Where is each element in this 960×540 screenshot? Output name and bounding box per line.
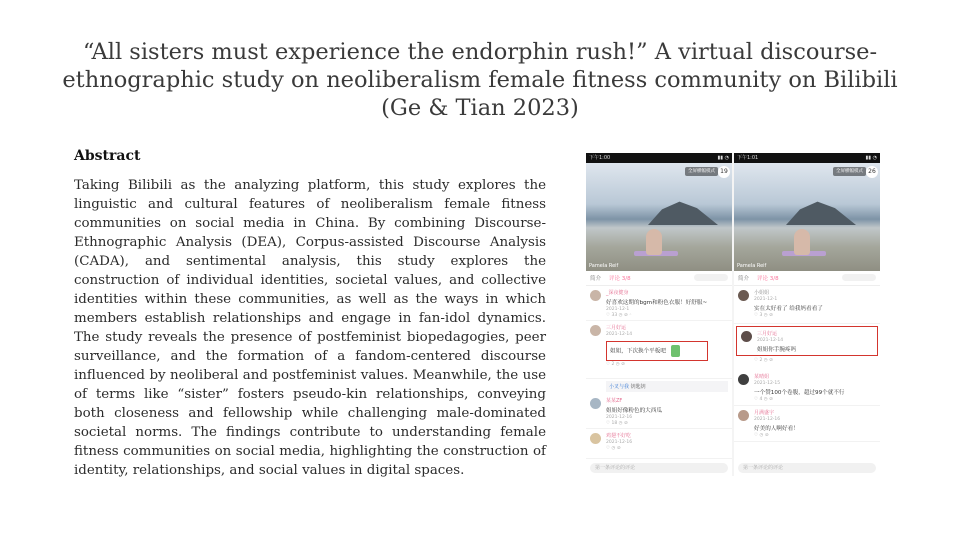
comment <box>734 286 880 324</box>
uploader-name: Pamela Reif <box>589 263 619 269</box>
comment-author[interactable]: 小姐姐 <box>754 290 770 296</box>
comment-text: 姐姐你手腕疼吗 <box>757 347 797 353</box>
comment-actions[interactable]: ♡ 2 ◷ ⊘ <box>606 362 625 367</box>
comment-actions[interactable]: ♡ 18 ◷ ⊘ <box>606 421 628 426</box>
comment-date: 2021-12-1 <box>606 307 630 312</box>
status-bar <box>734 153 880 163</box>
comment-author[interactable]: 三月好运 <box>606 325 627 331</box>
comment-actions[interactable]: ♡ 4 ◷ ⊘ <box>754 397 773 402</box>
signal-icon: ▮▮ ◔ <box>717 155 729 161</box>
video-mode-button[interactable]: 全屏横幅模式 <box>685 167 718 176</box>
comment-text: 姐姐好像粉色的大西瓜 <box>606 408 662 414</box>
count-badge: 19 <box>718 166 730 178</box>
title-line-3: (Ge & Tian 2023) <box>381 95 579 121</box>
comment-date: 2021-12-15 <box>754 381 781 386</box>
abstract-heading: Abstract <box>74 148 141 164</box>
title-line-2: ethnographic study on neoliberalism female fitness community on Bilibili <box>62 67 898 93</box>
comment-text: 实在太好看了 给我妈看看了 <box>754 306 823 312</box>
avatar <box>738 290 749 301</box>
danmaku-box[interactable] <box>842 274 876 281</box>
comment-date: 2021-12-16 <box>606 440 633 445</box>
tab-bar <box>734 271 880 286</box>
uploader-name: Pamela Reif <box>737 263 767 269</box>
comment-text: 姐姐，下次换个平板吧 <box>610 348 666 355</box>
avatar <box>738 410 749 421</box>
avatar <box>590 433 601 444</box>
tab-intro[interactable]: 简介 <box>738 276 750 282</box>
tab-intro[interactable]: 简介 <box>590 276 602 282</box>
comment <box>586 429 732 459</box>
island-shape <box>786 199 856 225</box>
avatar <box>738 374 749 385</box>
comment-date: 2021-12-14 <box>757 338 784 343</box>
tab-comments[interactable]: 评论 3/8 <box>609 276 631 282</box>
avatar <box>590 398 601 409</box>
status-bar <box>586 153 732 163</box>
video-player[interactable] <box>586 163 732 271</box>
bilibili-screenshots <box>586 153 880 476</box>
comment <box>586 321 732 379</box>
title-line-1: “All sisters must experience the endorphin rush!” A virtual discourse- <box>82 39 878 65</box>
tab-comments[interactable]: 评论 3/8 <box>757 276 779 282</box>
comment-text: 一个赞100个卷腹，超过99个就不行 <box>754 390 845 396</box>
comment-author[interactable]: 三月好运 <box>757 331 778 337</box>
comment-date: 2021-12-1 <box>754 297 778 302</box>
video-player[interactable] <box>734 163 880 271</box>
highlighted-comment <box>606 341 708 361</box>
tablet-emoji-icon <box>671 345 680 357</box>
phone-screenshot-left <box>586 153 732 476</box>
comment-author[interactable]: 某某ZF <box>606 398 623 404</box>
reply-author: 小叉与我 <box>609 384 630 390</box>
comment-author[interactable]: 某晴姐 <box>754 374 770 380</box>
comment-text: 好喜欢这期的bgm和粉色衣服！好舒服~ <box>606 300 708 306</box>
reply-text: 钥匙钥 <box>630 384 646 390</box>
tab-bar <box>586 271 732 286</box>
danmaku-box[interactable] <box>694 274 728 281</box>
avatar <box>741 331 752 342</box>
comment-input[interactable]: 第一条评论的评论 <box>738 463 876 473</box>
person-figure <box>646 229 662 255</box>
comment-actions[interactable]: ♡ 33 ◷ ⊘ ◦ <box>606 313 632 318</box>
comment-author[interactable]: 月满盛宇 <box>754 410 775 416</box>
comment-actions[interactable]: ♡ ◷ ⊘ <box>754 433 769 438</box>
signal-icon: ▮▮ ◔ <box>865 155 877 161</box>
comment <box>586 286 732 321</box>
comment-date: 2021-12-14 <box>606 332 633 337</box>
comment-author[interactable]: _深夜健身 <box>606 290 629 296</box>
comment-text: 好美的人啊好看！ <box>754 426 799 432</box>
comment-author[interactable]: 鸡翅不好吃 <box>606 433 632 439</box>
phone-screenshot-right <box>734 153 880 476</box>
status-time: 下午1:00 <box>589 155 611 161</box>
video-mode-button[interactable]: 全屏横幅模式 <box>833 167 866 176</box>
comment-actions[interactable]: ♡ 3 ◷ ⊘ <box>754 313 773 318</box>
count-badge: 26 <box>866 166 878 178</box>
comment-actions[interactable]: ♡ ◷ ⊘ <box>606 446 621 451</box>
comment-input[interactable]: 第一条评论的评论 <box>590 463 728 473</box>
reply-preview[interactable] <box>606 381 728 392</box>
avatar <box>590 290 601 301</box>
comment <box>734 370 880 406</box>
highlighted-comment <box>736 326 878 356</box>
status-time: 下午1:01 <box>737 155 759 161</box>
comment-actions[interactable]: ♡ 2 ◷ ⊘ <box>754 358 773 363</box>
avatar <box>590 325 601 336</box>
comment <box>734 406 880 442</box>
comment <box>586 394 732 429</box>
island-shape <box>648 199 718 225</box>
person-figure <box>794 229 810 255</box>
comment-date: 2021-12-16 <box>754 417 781 422</box>
comment-date: 2021-12-16 <box>606 415 633 420</box>
slide-title <box>40 38 920 122</box>
abstract-body: Taking Bilibili as the analyzing platform, this study explores the linguistic and cultural features of neoliberalism female fitness communities on social media in China. By combining Discourse-Ethnographic Analysis (DEA), Corpus-assisted Discourse Analysis (CADA), and sentimental analysis, this study explores the construction of individual identities, societal values, and collective identities within these communities, as well as the ways in which members establish relationships and engage in fan-idol dynamics. The study reveals the presence of postfeminist biopedagogies, peer surveillance, and the formation of a fandom-centered discourse influenced by neoliberal and postfeminist values. Meanwhile, the use of terms like “sister” fosters pseudo-kin relationships, conveying both closeness and fellowship while challenging male-dominated societal norms. The findings contribute to understanding female fitness communities on social media, highlighting the construction of identity, relationships, and social values in digital spaces. <box>74 178 546 478</box>
